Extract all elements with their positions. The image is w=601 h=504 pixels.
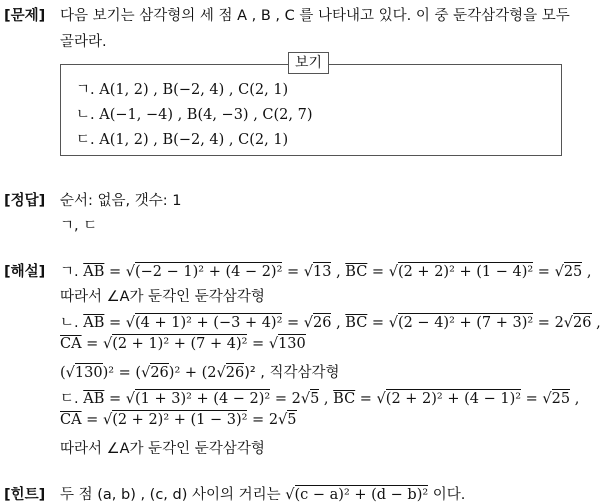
problem-text-line1: 다음 보기는 삼각형의 세 점 A , B , C 를 나타내고 있다. 이 중 둔각삼각형을 모두	[60, 8, 570, 24]
example-item-1: ㄱ. A(1, 2) , B(−2, 4) , C(2, 1)	[76, 82, 289, 98]
explanation-line-6: ㄷ. $\overline{AB} = √(1 + 3)^2 + (4 - 2)^2 = 2√5$ , $\overline{BC} = √(2 + 2)^2 + (4 - 1)^2 = √25$ ,	[60, 391, 580, 407]
explanation-line-7: $\overline{CA} = √(2 + 2)^2 + (1 - 3)^2 = 2√5$	[60, 412, 297, 428]
example-box-title: 보기	[288, 52, 329, 74]
explanation-line-5: (√130)² = (√26)² + (2√26)² , 직각삼각형	[60, 365, 340, 381]
problem-label: [문제]	[4, 8, 46, 24]
explanation-line-1: ㄱ. $\overline{AB} = √(-2 - 1)^2 + (4 - 2)^2 = √13$ , $\overline{BC} = √(2 + 2)^2 + (1 - 4)^2 = √25$ ,	[60, 264, 592, 280]
explanation-line-4: $\overline{CA} = √(2 + 1)^2 + (7 + 4)^2 = √130$	[60, 336, 306, 352]
answer-order-count: 순서: 없음, 갯수: 1	[60, 193, 182, 209]
explanation-line-3: ㄴ. $\overline{AB} = √(4 + 1)^2 + (-3 + 4)^2 = √26$ , $\overline{BC} = √(2 - 4)^2 + (7 + 3)^2 = 2√26$ ,	[60, 315, 601, 331]
hint-text: 두 점 (a, b) , (c, d) 사이의 거리는 √(c − a)² + (d − b)² 이다.	[60, 487, 466, 503]
problem-text-line2: 골라라.	[60, 34, 107, 50]
answer-choices: ㄱ, ㄷ	[60, 218, 98, 234]
answer-label: [정답]	[4, 193, 46, 209]
explanation-label: [해설]	[4, 264, 46, 280]
hint-label: [힌트]	[4, 487, 46, 503]
example-item-2: ㄴ. A(−1, −4) , B(4, −3) , C(2, 7)	[76, 107, 313, 123]
example-item-3: ㄷ. A(1, 2) , B(−2, 4) , C(2, 1)	[76, 132, 289, 148]
explanation-line-8: 따라서 ∠A가 둔각인 둔각삼각형	[60, 441, 265, 457]
explanation-line-2: 따라서 ∠A가 둔각인 둔각삼각형	[60, 289, 265, 305]
